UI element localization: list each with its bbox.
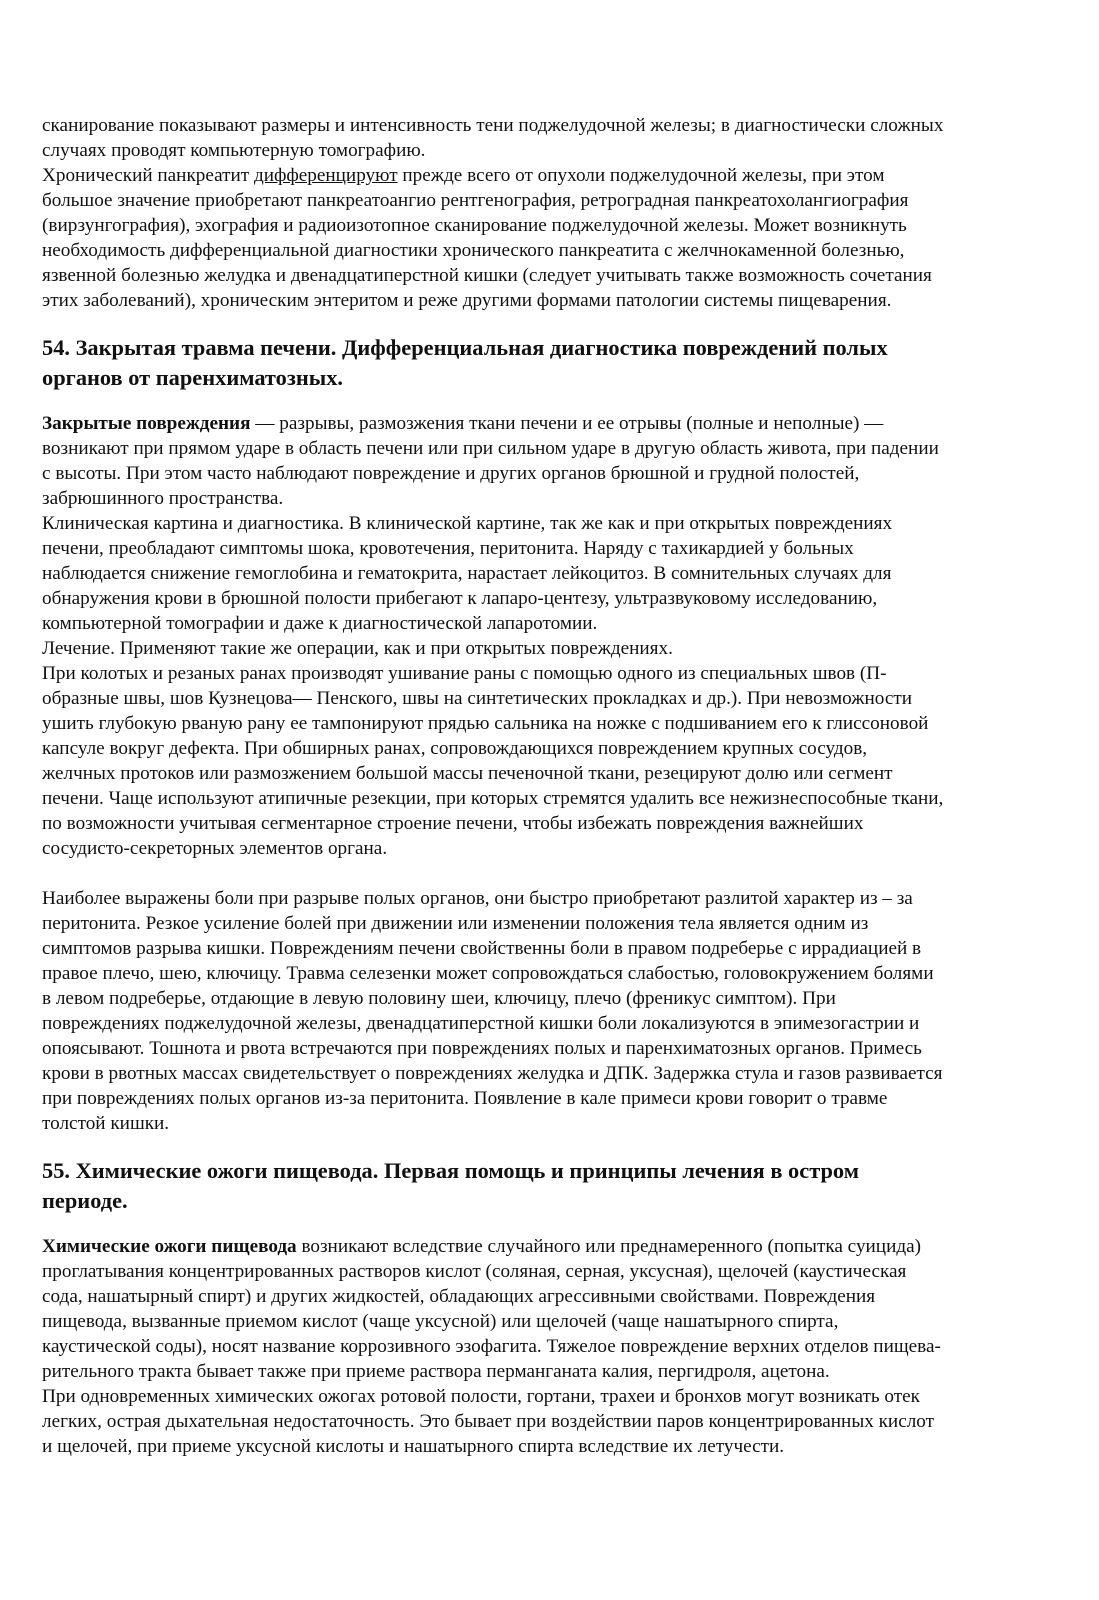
text-line: легких, острая дыхательная недостаточность. Это бывает при воздействии паров концентрированных кислот	[42, 1411, 935, 1432]
text-line	[42, 1234, 1072, 1259]
text-line: этих заболеваний), хроническим энтеритом и реже другими формами патологии системы пищеварения.	[42, 290, 892, 311]
text-line: по возможности учитывая сегментарное строение печени, чтобы избежать повреждения важнейших	[42, 813, 864, 834]
text-line: большое значение приобретают панкреатоангио рентгенография, ретроградная панкреатохолангиография	[42, 190, 909, 211]
text-line: образные швы, шов Кузнецова— Пенского, швы на синтетических прокладках и др.). При невозможности	[42, 688, 913, 709]
text-line: компьютерной томографии и даже к диагностической лапаротомии.	[42, 613, 598, 634]
text-line: повреждениях поджелудочной железы, двенадцатиперстной кишки боли локализуются в эпимезогастрии и	[42, 1013, 920, 1034]
text-line: случаях проводят компьютерную томографию.	[42, 140, 426, 161]
text-line: Наиболее выражены боли при разрыве полых органов, они быстро приобретают разлитой характер из – за	[42, 888, 913, 909]
paragraph-gap	[42, 861, 1072, 886]
text-line: при повреждениях полых органов из-за перитонита. Появление в кале примеси крови говорит о травме	[42, 1088, 888, 1109]
text-line: и щелочей, при приеме уксусной кислоты и нашатырного спирта вследствие их летучести.	[42, 1436, 785, 1457]
section-54-heading	[42, 333, 1072, 393]
text-line: (вирзунгография), эхография и радиоизотопное сканирование поджелудочной железы. Может возникнуть	[42, 215, 907, 236]
text-line: При колотых и резаных ранах производят ушивание раны с помощью одного из специальных швов (П-	[42, 663, 887, 684]
text-line: сосудисто-секреторных элементов органа.	[42, 838, 388, 859]
text-line: желчных протоков или размозжением большой массы печеночной ткани, резецируют долю или сегмент	[42, 763, 893, 784]
text-line: капсуле вокруг дефекта. При обширных ранах, сопровождающихся повреждением крупных сосудов,	[42, 738, 868, 759]
text-line: правое плечо, шею, ключицу. Травма селезенки может сопровождаться слабостью, головокружением болями	[42, 963, 934, 984]
text-line: перитонита. Резкое усиление болей при движении или изменении положения тела является одним из	[42, 913, 869, 934]
underlined-term: дифференцируют	[253, 165, 398, 186]
text-line: необходимость дифференциальной диагностики хронического панкреатита с желчнокаменной болезнью,	[42, 240, 905, 261]
text-span: прежде всего от опухоли поджелудочной железы, при этом	[397, 165, 885, 186]
heading-line: органов от паренхиматозных.	[42, 365, 344, 390]
text-line: толстой кишки.	[42, 1113, 170, 1134]
text-line: опоясывают. Тошнота и рвота встречаются при повреждениях полых и паренхиматозных органов. Примесь	[42, 1038, 922, 1059]
text-line: крови в рвотных массах свидетельствует о повреждениях желудка и ДПК. Задержка стула и газов развивается	[42, 1063, 943, 1084]
text-line: Клиническая картина и диагностика. В клинической картине, так же как и при открытых повреждениях	[42, 513, 893, 534]
text-line: При одновременных химических ожогах ротовой полости, гортани, трахеи и бронхов могут возникать отек	[42, 1386, 920, 1407]
section-55-body	[42, 1234, 1072, 1459]
text-line: печени, преобладают симптомы шока, кровотечения, перитонита. Наряду с тахикардией у больных	[42, 538, 854, 559]
document-page	[42, 113, 1072, 1459]
heading-line: 55. Химические ожоги пищевода. Первая помощь и принципы лечения в остром	[42, 1158, 859, 1183]
text-line: сода, нашатырный спирт) и других жидкостей, обладающих агрессивными свойствами. Повреждения	[42, 1286, 876, 1307]
text-line: с высоты. При этом часто наблюдают повреждение и других органов брюшной и грудной полостей,	[42, 463, 860, 484]
text-line: забрюшинного пространства.	[42, 488, 284, 509]
text-span: — разрывы, размозжения ткани печени и ее отрывы (полные и неполные) —	[250, 413, 884, 434]
section-55-heading	[42, 1156, 1072, 1216]
text-line: сканирование показывают размеры и интенсивность тени поджелудочной железы; в диагностически сложных	[42, 115, 944, 136]
text-line: рительного тракта бывает также при приеме раствора перманганата калия, пергидроля, ацетона.	[42, 1361, 830, 1382]
text-line: в левом подреберье, отдающие в левую половину шеи, ключицу, плечо (френикус симптом). При	[42, 988, 836, 1009]
text-span: Хронический панкреатит	[42, 165, 254, 186]
text-line: каустической соды), носят название коррозивного эзофагита. Тяжелое повреждение верхних отделов пищева-	[42, 1336, 941, 1357]
intro-paragraph	[42, 113, 1072, 313]
heading-line: периоде.	[42, 1188, 128, 1213]
text-span: возникают вследствие случайного или преднамеренного (попытка суицида)	[296, 1236, 922, 1257]
text-line: печени. Чаще используют атипичные резекции, при которых стремятся удалить все нежизнеспособные ткани,	[42, 788, 944, 809]
text-line: возникают при прямом ударе в область печени или при сильном ударе в другую область живота, при падении	[42, 438, 939, 459]
text-line: пищевода, вызванные приемом кислот (чаще уксусной) или щелочей (чаще нашатырного спирта,	[42, 1311, 839, 1332]
text-line: ушить глубокую рваную рану ее тампонируют прядью сальника на ножке с подшиванием его к глиссоновой	[42, 713, 929, 734]
heading-line: 54. Закрытая травма печени. Дифференциальная диагностика повреждений полых	[42, 335, 888, 360]
text-line	[42, 411, 1072, 436]
bold-term: Закрытые повреждения	[42, 413, 251, 434]
text-line: обнаружения крови в брюшной полости прибегают к лапаро-центезу, ультразвуковому исследованию,	[42, 588, 878, 609]
bold-term: Химические ожоги пищевода	[42, 1236, 297, 1257]
text-line: проглатывания концентрированных растворов кислот (соляная, серная, уксусная), щелочей (каустическая	[42, 1261, 907, 1282]
text-line	[42, 163, 1072, 188]
text-line: язвенной болезнью желудка и двенадцатиперстной кишки (следует учитывать также возможность сочетания	[42, 265, 932, 286]
text-line: Лечение. Применяют такие же операции, как и при открытых повреждениях.	[42, 638, 673, 659]
text-line: симптомов разрыва кишки. Повреждениям печени свойственны боли в правом подреберье с иррадиацией в	[42, 938, 922, 959]
text-line: наблюдается снижение гемоглобина и гематокрита, нарастает лейкоцитоз. В сомнительных случаях для	[42, 563, 892, 584]
section-54-body	[42, 411, 1072, 1136]
